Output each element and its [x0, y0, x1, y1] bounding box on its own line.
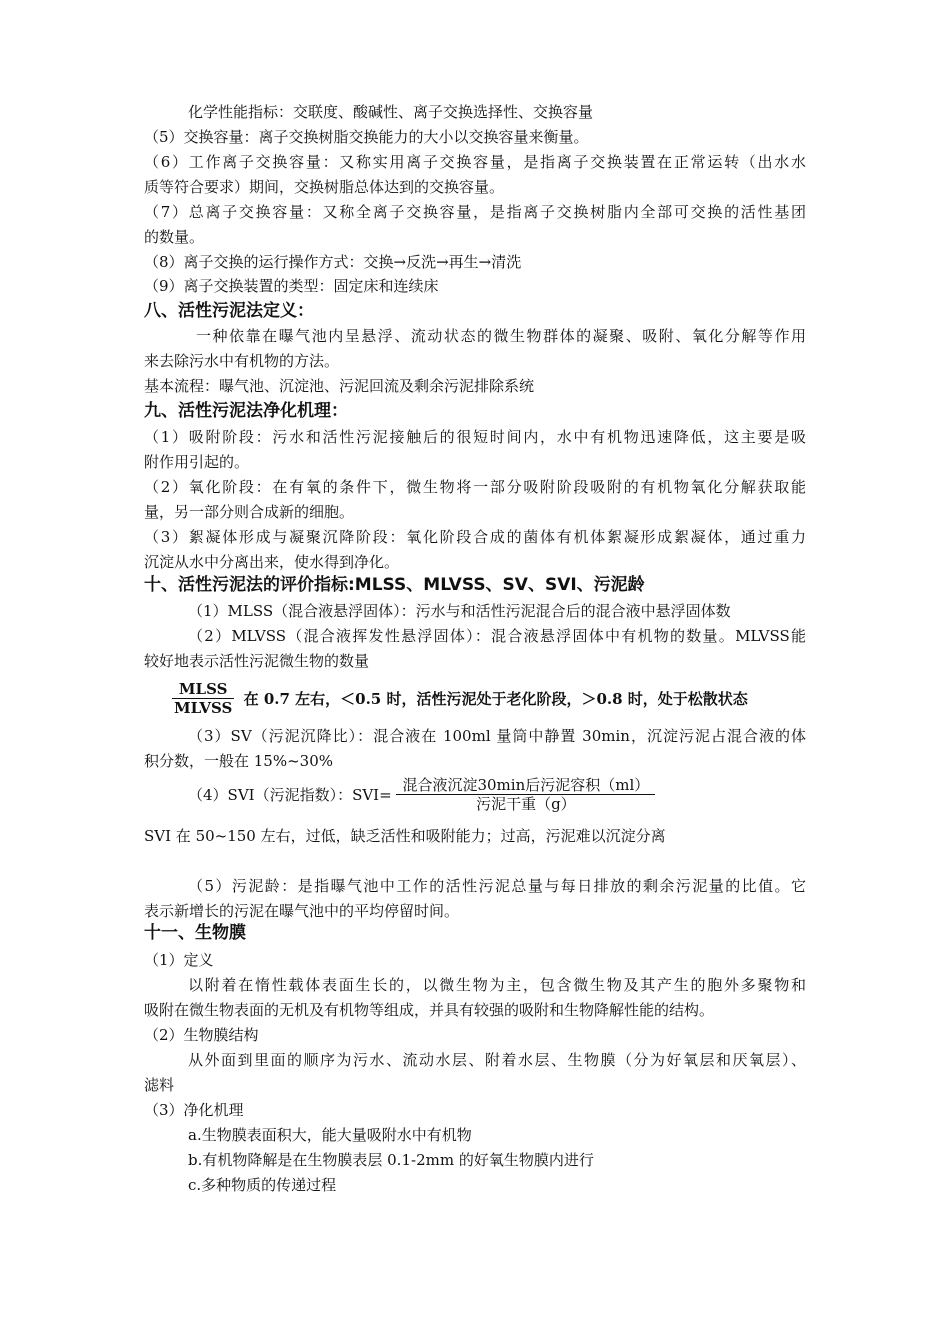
svi-denominator: 污泥干重（g） — [476, 795, 576, 813]
text-line: 从外面到里面的顺序为污水、流动水层、附着水层、生物膜（分为好氧层和厌氧层）、 — [188, 1051, 806, 1069]
text-line: 较好地表示活性污泥微生物的数量 — [144, 652, 370, 670]
text-line: （9）离子交换装置的类型：固定床和连续床 — [144, 277, 439, 295]
text-line: 滤料 — [144, 1076, 175, 1094]
text-line: （3）絮凝体形成与凝聚沉降阶段：氧化阶段合成的菌体有机体絮凝形成絮凝体，通过重力 — [144, 528, 806, 546]
section-heading-8: 八、活性污泥法定义： — [144, 301, 314, 321]
text-line: （6）工作离子交换容量：又称实用离子交换容量，是指离子交换装置在正常运转（出水水 — [144, 153, 806, 171]
section-heading-11: 十一、生物膜 — [144, 923, 246, 943]
text-line: a.生物膜表面积大，能大量吸附水中有机物 — [188, 1126, 472, 1144]
text-line: 表示新增长的污泥在曝气池中的平均停留时间。 — [144, 902, 460, 920]
text-line: 化学性能指标：交联度、酸碱性、离子交换选择性、交换容量 — [188, 103, 594, 121]
section-heading-9: 九、活性污泥法净化机理： — [144, 401, 348, 421]
text-line: c.多种物质的传递过程 — [188, 1176, 337, 1194]
svi-label: （4）SVI（污泥指数）：SVI= — [188, 786, 392, 804]
text-line: （2）MLVSS（混合液挥发性悬浮固体）：混合液悬浮固体中有机物的数量。MLVSS能 — [188, 627, 806, 645]
ratio-fraction — [172, 680, 234, 717]
text-line: 以附着在惰性载体表面生长的，以微生物为主，包含微生物及其产生的胞外多聚物和 — [188, 976, 806, 994]
svi-numerator: 混合液沉淀30min后污泥容积（ml） — [396, 776, 655, 795]
text-line: 的数量。 — [144, 228, 205, 246]
text-line: （2）氧化阶段：在有氧的条件下，微生物将一部分吸附阶段吸附的有机物氧化分解获取能 — [144, 478, 806, 496]
text-line: （2）生物膜结构 — [144, 1026, 259, 1044]
text-line: （5）污泥龄：是指曝气池中工作的活性污泥总量与每日排放的剩余污泥量的比值。它 — [188, 877, 806, 895]
text-line: （1）吸附阶段：污水和活性污泥接触后的很短时间内，水中有机物迅速降低，这主要是吸 — [144, 428, 806, 446]
text-line: （1）定义 — [144, 951, 214, 969]
section-heading-10: 十、活性污泥法的评价指标:MLSS、MLVSS、SV、SVI、污泥龄 — [144, 575, 645, 595]
text-line: （3）SV（污泥沉降比）：混合液在 100ml 量筒中静置 30min，沉淀污泥占混合液的体 — [188, 727, 806, 745]
text-line: （5）交换容量：离子交换树脂交换能力的大小以交换容量来衡量。 — [144, 128, 589, 146]
svi-fraction — [396, 776, 655, 813]
text-line: （3）净化机理 — [144, 1101, 244, 1119]
text-line: （1）MLSS（混合液悬浮固体）：污水与和活性污泥混合后的混合液中悬浮固体数 — [188, 602, 731, 620]
text-line: 量，另一部分则合成新的细胞。 — [144, 503, 355, 521]
text-line: 附作用引起的。 — [144, 453, 250, 471]
text-line: 一种依靠在曝气池内呈悬浮、流动状态的微生物群体的凝聚、吸附、氧化分解等作用 — [196, 327, 806, 345]
text-line: b.有机物降解是在生物膜表层 0.1-2mm 的好氧生物膜内进行 — [188, 1151, 594, 1169]
text-line: （7）总离子交换容量：又称全离子交换容量，是指离子交换树脂内全部可交换的活性基团 — [144, 203, 806, 221]
text-line: 来去除污水中有机物的方法。 — [144, 352, 340, 370]
text-line: （8）离子交换的运行操作方式：交换→反洗→再生→清洗 — [144, 253, 522, 271]
mlss-mlvss-ratio-formula — [172, 680, 748, 717]
svi-formula — [188, 776, 655, 813]
text-line: 质等符合要求）期间，交换树脂总体达到的交换容量。 — [144, 178, 505, 196]
text-line: 吸附在微生物表面的无机及有机物等组成，并具有较强的吸附和生物降解性能的结构。 — [144, 1001, 715, 1019]
text-line: 基本流程：曝气池、沉淀池、污泥回流及剩余污泥排除系统 — [144, 377, 535, 395]
text-line: 积分数，一般在 15%~30% — [144, 752, 334, 770]
text-line: SVI 在 50~150 左右，过低，缺乏活性和吸附能力；过高，污泥难以沉淀分离 — [144, 827, 666, 845]
ratio-denominator: MLVSS — [174, 699, 233, 717]
ratio-numerator: MLSS — [172, 680, 234, 699]
ratio-description: 在 0.7 左右，＜0.5 时，活性污泥处于老化阶段，＞0.8 时，处于松散状态 — [243, 690, 748, 708]
text-line: 沉淀从水中分离出来，使水得到净化。 — [144, 553, 400, 571]
